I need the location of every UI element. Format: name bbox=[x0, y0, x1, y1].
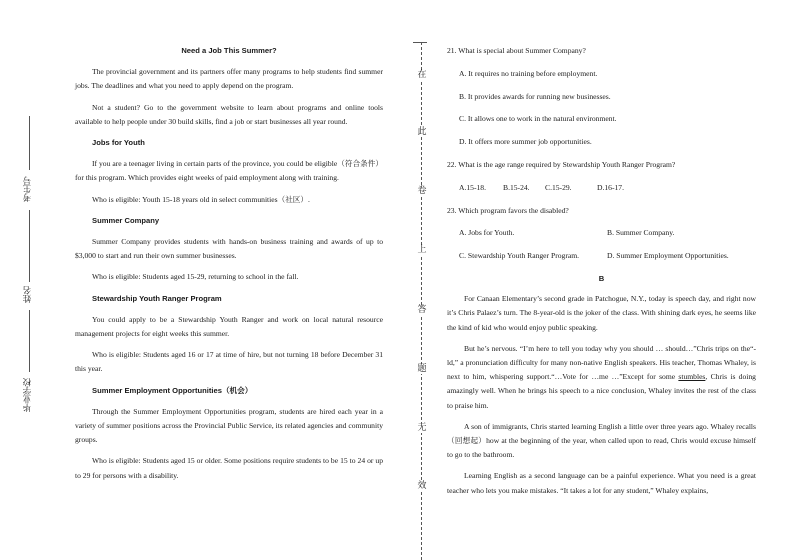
divider-char-8: 效 bbox=[417, 481, 427, 491]
not-student-paragraph: Not a student? Go to the government website to learn about programs and online tools available to help people under 30 build skills, find a job or start businesses all year round. bbox=[75, 102, 383, 126]
question-23-option-d: D. Summer Employment Opportunities. bbox=[607, 251, 729, 261]
question-21-option-d: D. It offers more summer job opportunities. bbox=[459, 137, 592, 147]
jobs-for-youth-description: If you are a teenager living in certain parts of the province, you could be eligible（符合条件）for this program. Which provides eight weeks of paid employment along with training. bbox=[75, 159, 383, 183]
ranger-program-heading: Stewardship Youth Ranger Program bbox=[92, 293, 222, 303]
divider-char-6: 题 bbox=[417, 364, 427, 374]
examinee-number-label: 考生号 bbox=[23, 176, 33, 202]
left-column bbox=[75, 44, 383, 490]
passage-title: Need a Job This Summer? bbox=[181, 46, 277, 55]
question-22-option-b: B.15-24. bbox=[503, 182, 530, 192]
divider-char-4: 上 bbox=[417, 245, 427, 255]
divider-char-3: 卷 bbox=[417, 186, 427, 196]
question-22-options bbox=[447, 181, 756, 195]
summer-company-description: Summer Company provides students with hands-on business training and awards of up to $3,000 to start and run their own summer businesses. bbox=[75, 237, 383, 261]
divider-top-tick bbox=[413, 42, 427, 43]
question-23-option-c: C. Stewardship Youth Ranger Program. bbox=[459, 251, 580, 261]
passage-b-paragraph-2 bbox=[447, 342, 756, 413]
passage-b-paragraph-3: A son of immigrants, Chris started learning English a little over three years ago. Whaley recalls（回想起）how at the beginning of the year, when called upon to read, Chris would excuse himself to go to the bathroom. bbox=[447, 421, 756, 460]
question-22: 22. What is the age range required by Stewardship Youth Ranger Program? bbox=[447, 159, 676, 169]
divider-char-5: 答 bbox=[417, 305, 427, 315]
question-21-option-b: B. It provides awards for running new businesses. bbox=[459, 91, 611, 101]
binding-line-1 bbox=[29, 116, 30, 170]
name-label: 姓名 bbox=[23, 286, 33, 304]
divider-char-7: 无 bbox=[417, 423, 427, 433]
section-b-label: B bbox=[598, 273, 605, 283]
summer-company-eligibility: Who is eligible: Students aged 15-29, returning to school in the fall. bbox=[92, 272, 299, 282]
right-column bbox=[447, 44, 756, 505]
divider-char-1: 在 bbox=[417, 70, 427, 80]
ranger-program-eligibility: Who is eligible: Students aged 16 or 17 at time of hire, but not turning 18 before December 31 this year. bbox=[75, 350, 383, 374]
question-23: 23. Which program favors the disabled? bbox=[447, 205, 569, 215]
question-22-option-a: A.15-18. bbox=[459, 182, 486, 192]
question-22-option-c: C.15-29. bbox=[545, 182, 572, 192]
question-21-option-c: C. It allows one to work in the natural environment. bbox=[459, 114, 617, 124]
passage-b-paragraph-2-end: , Chris is doing amazingly well. When he brings his speech to a nice conclusion, Whaley invites the rest of the class to praise him. bbox=[447, 372, 756, 410]
summer-company-heading: Summer Company bbox=[92, 215, 160, 225]
question-23-option-b: B. Summer Company. bbox=[607, 228, 675, 238]
question-21-option-a: A. It requires no training before employment. bbox=[459, 68, 598, 78]
employment-opportunities-heading: Summer Employment Opportunities（机会） bbox=[92, 385, 253, 395]
question-21: 21. What is special about Summer Company? bbox=[447, 46, 586, 55]
intro-paragraph: The provincial government and its partners offer many programs to help students find summer jobs. The deadlines and what you need to apply depend on the program. bbox=[75, 67, 383, 91]
employment-opportunities-description: Through the Summer Employment Opportunities program, students are hired each year in a variety of summer positions across the Provincial Public Service, its related agencies and community groups. bbox=[75, 406, 383, 445]
employment-opportunities-eligibility: Who is eligible: Students aged 15 or older. Some positions require students to be 15 to 24 or up to 29 for persons with a disability. bbox=[75, 456, 383, 480]
question-23-options-row-2 bbox=[447, 249, 756, 263]
passage-b-paragraph-1: For Canaan Elementary’s second grade in Patchogue, N.Y., today is speech day, and right now it’s Chris Palaez’s turn. The 8-year-old is the joker of the class. With shining dark eyes, he seems like the kind of kid who would enjoy public speaking. bbox=[447, 294, 756, 332]
underlined-word-stumbles: stumbles bbox=[678, 372, 706, 382]
question-22-option-d: D.16-17. bbox=[597, 182, 624, 192]
passage-b-paragraph-4: Learning English as a second language can be a painful experience. What you need is a great teacher who lets you make mistakes. “It takes a lot for any student,” Whaley explains, bbox=[447, 471, 756, 495]
graduation-school-label: 毕业学校 bbox=[23, 378, 33, 412]
question-23-options-row-1 bbox=[447, 226, 756, 240]
binding-line-3 bbox=[29, 310, 30, 372]
divider-char-2: 此 bbox=[417, 127, 427, 137]
ranger-program-description: You could apply to be a Stewardship Youth Ranger and work on local natural resource management projects for eight weeks this summer. bbox=[75, 314, 383, 339]
question-23-option-a: A. Jobs for Youth. bbox=[459, 228, 515, 238]
jobs-for-youth-eligibility: Who is eligible: Youth 15-18 years old in select communities（社区）. bbox=[92, 194, 310, 204]
binding-line-2 bbox=[29, 210, 30, 282]
passage-b-paragraph-2-start: But he’s nervous. “I’m here to tell you today why you should … should…”Chris trips on the“-ld,” a pronunciation difficulty for many non-native English speakers. His teacher, Thomas Whaley, is next to him, whispering support.“…Vote for …me …”Except for some bbox=[447, 343, 756, 382]
jobs-for-youth-heading: Jobs for Youth bbox=[92, 138, 145, 148]
